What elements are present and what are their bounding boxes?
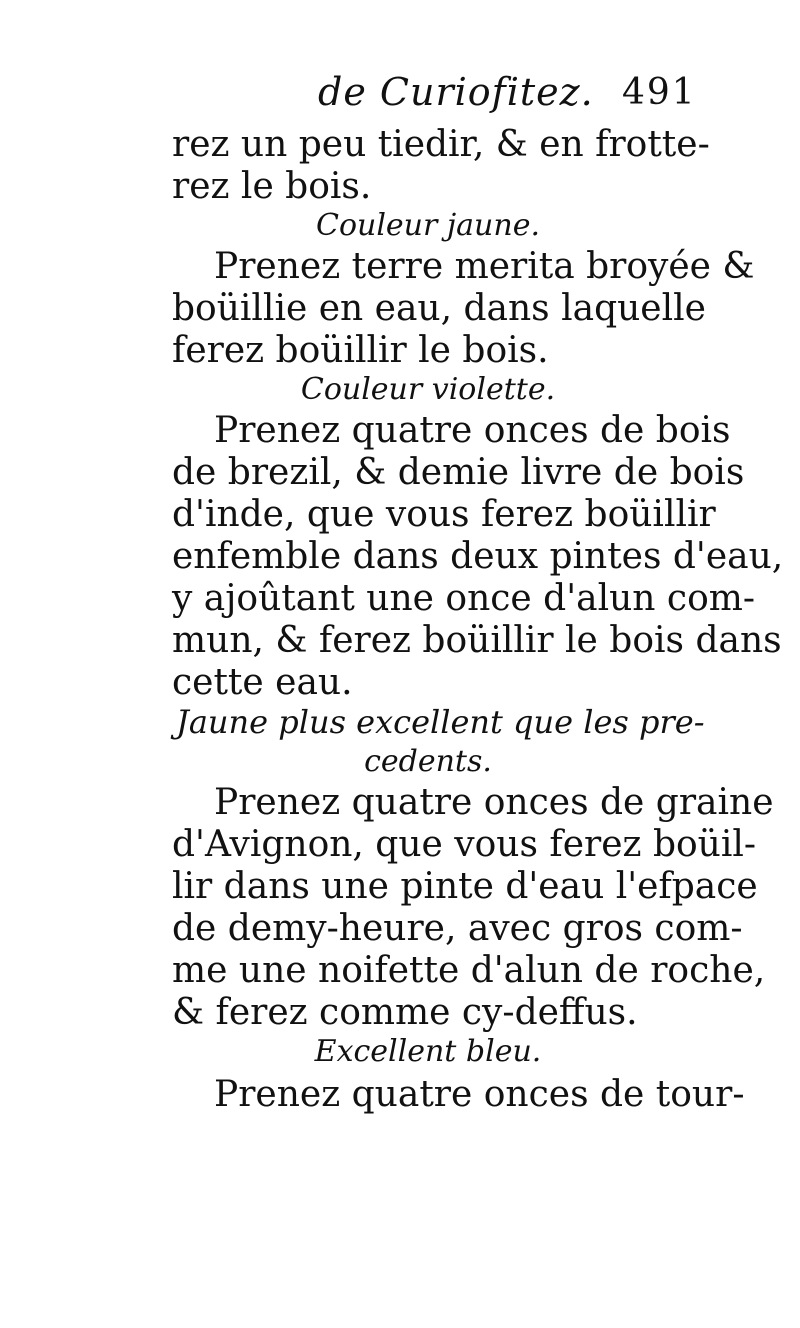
text-line: ferez boüillir le bois. bbox=[172, 330, 549, 371]
section-heading-continued: cedents. bbox=[364, 744, 492, 779]
text-line: cette eau. bbox=[172, 662, 353, 703]
text-line: y ajoûtant une once d'alun com- bbox=[172, 578, 756, 619]
text-line: me une noifette d'alun de roche, bbox=[172, 950, 766, 991]
text-line: Prenez terre merita broyée & bbox=[214, 246, 755, 287]
text-line: de demy-heure, avec gros com- bbox=[172, 908, 743, 949]
text-line: rez un peu tiedir, & en frotte- bbox=[172, 124, 710, 165]
text-line: Prenez quatre onces de bois bbox=[214, 410, 731, 451]
section-heading: Couleur jaune. bbox=[315, 208, 540, 243]
text-line: rez le bois. bbox=[172, 166, 372, 207]
text-line: lir dans une pinte d'eau l'efpace bbox=[172, 866, 758, 907]
text-line: enfemble dans deux pintes d'eau, bbox=[172, 536, 784, 577]
section-heading: Jaune plus excellent que les pre- bbox=[176, 703, 705, 741]
text-line: mun, & ferez boüillir le bois dans bbox=[172, 620, 782, 661]
section-heading: Couleur violette. bbox=[300, 372, 556, 407]
running-head: de Curiofitez. bbox=[318, 70, 594, 114]
text-line: de brezil, & demie livre de bois bbox=[172, 452, 745, 493]
page-number: 491 bbox=[622, 72, 697, 113]
text-line: d'Avignon, que vous ferez boüil- bbox=[172, 824, 757, 865]
text-line: boüillie en eau, dans laquelle bbox=[172, 288, 706, 329]
text-line: Prenez quatre onces de graine bbox=[214, 782, 774, 823]
text-line: d'inde, que vous ferez boüillir bbox=[172, 494, 716, 535]
page-header bbox=[0, 70, 800, 120]
text-line: & ferez comme cy-deffus. bbox=[172, 992, 638, 1033]
text-line: Prenez quatre onces de tour- bbox=[214, 1074, 745, 1115]
section-heading: Excellent bleu. bbox=[314, 1034, 542, 1069]
